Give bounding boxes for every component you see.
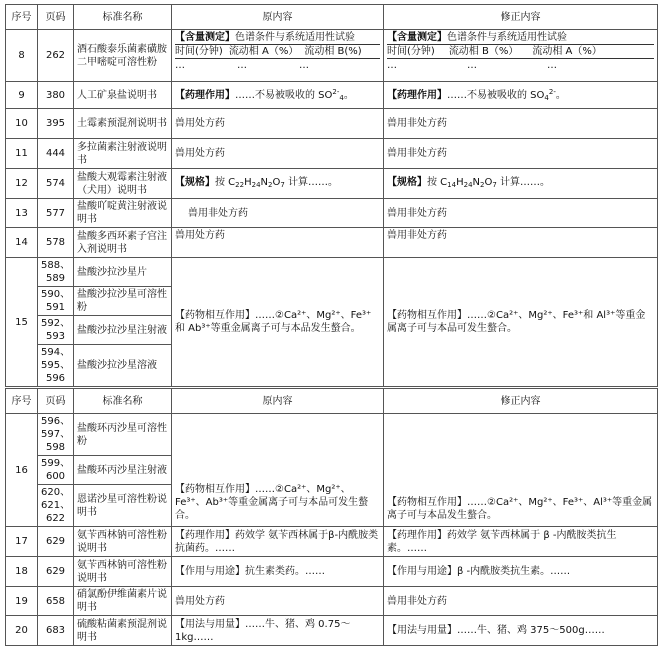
row-original: 兽用处方药 [172, 109, 384, 139]
text: 按 C [427, 176, 448, 188]
row-name: 盐酸沙拉沙星注射液 [74, 316, 172, 345]
row-corrected: 兽用非处方药 [384, 199, 658, 228]
row-original: 【用法与用量】……牛、猪、鸡 0.75～1kg…… [172, 616, 384, 646]
table-row [6, 82, 658, 109]
spec-head: 色谱条件与系统适用性试验 [235, 32, 355, 43]
row-corrected: 兽用非处方药 [384, 228, 658, 258]
row-name: 恩诺沙星可溶性粉说明书 [74, 485, 172, 527]
row-corrected: 兽用非处方药 [384, 139, 658, 169]
row-name: 酒石酸泰乐菌素磺胺二甲嘧啶可溶性粉 [74, 30, 172, 82]
text: 计算……。 [284, 176, 339, 188]
row-seq: 11 [6, 139, 38, 169]
spec-columns [387, 45, 654, 59]
text: 计算……。 [496, 176, 551, 188]
row-page: 599、600 [38, 456, 74, 485]
dots: … [299, 60, 309, 71]
col-time: 时间(分钟) [387, 46, 435, 57]
superscript: 2- [332, 87, 340, 96]
table-header-row [6, 389, 658, 414]
row-original: 兽用非处方药 [172, 199, 384, 228]
row-page: 444 [38, 139, 74, 169]
spec-tag: 【含量测定】 [175, 32, 235, 43]
spec-columns [175, 45, 380, 59]
row-seq: 20 [6, 616, 38, 646]
dots: … [547, 60, 557, 71]
row-page: 592、593 [38, 316, 74, 345]
table-row [6, 258, 658, 287]
row-name: 盐酸沙拉沙星可溶性粉 [74, 287, 172, 316]
row-name: 盐酸大观霉素注射液（犬用）说明书 [74, 169, 172, 199]
row-name: 人工矿泉盐说明书 [74, 82, 172, 109]
text: ……不易被吸收的 SO [235, 89, 333, 101]
subscript: 2 [480, 180, 485, 189]
row-name: 盐酸多西环素子宫注入剂说明书 [74, 228, 172, 258]
row-page: 395 [38, 109, 74, 139]
row-corrected [384, 169, 658, 199]
text: H [244, 176, 252, 188]
row-name: 盐酸沙拉沙星片 [74, 258, 172, 287]
row-original: 【药物相互作用】……②Ca²⁺、Mg²⁺、Fe³⁺和 Ab³⁺等重金属离子可与本品发生螯合。 [172, 258, 384, 387]
dots: … [237, 60, 247, 71]
text: 。 [555, 89, 566, 101]
row-seq: 14 [6, 228, 38, 258]
header-original: 原内容 [172, 389, 384, 414]
header-seq: 序号 [6, 389, 38, 414]
field-tag: 【药理作用】 [175, 89, 235, 101]
subscript: 7 [280, 180, 285, 189]
subscript: 14 [447, 180, 457, 189]
row-original [172, 82, 384, 109]
row-name: 盐酸环丙沙星可溶性粉 [74, 414, 172, 456]
field-tag: 【药理作用】 [387, 89, 447, 101]
header-corrected: 修正内容 [384, 5, 658, 30]
row-name: 硝氯酚伊维菌素片说明书 [74, 587, 172, 616]
text: O [484, 176, 493, 188]
subscript: 7 [492, 180, 497, 189]
header-page: 页码 [38, 5, 74, 30]
row-original: 兽用处方药 [172, 587, 384, 616]
text: 按 C [215, 176, 236, 188]
row-seq: 15 [6, 258, 38, 387]
row-name: 盐酸吖啶黄注射液说明书 [74, 199, 172, 228]
row-original: 兽用处方药 [172, 228, 384, 258]
row-page: 262 [38, 30, 74, 82]
row-corrected: 【药物相互作用】……②Ca²⁺、Mg²⁺、Fe³⁺、Al³⁺等重金属离子可与本品发生螯合。 [384, 414, 658, 527]
header-name: 标准名称 [74, 389, 172, 414]
col-phase-1: 流动相 B（%） [448, 46, 519, 57]
row-corrected [384, 30, 658, 82]
row-corrected: 【作用与用途】β -内酰胺类抗生素。…… [384, 557, 658, 587]
row-original: 【药理作用】药效学 氨苄西林属于β-内酰胺类抗菌药。…… [172, 527, 384, 557]
table-row [6, 527, 658, 557]
row-original: 【药物相互作用】……②Ca²⁺、Mg²⁺、Fe³⁺、Ab³⁺等重金属离子可与本品可发生螯合。 [172, 414, 384, 527]
row-corrected: 兽用非处方药 [384, 587, 658, 616]
subscript: 22 [235, 180, 245, 189]
spec-line [175, 31, 380, 45]
col-phase-1: 流动相 A（%） [228, 46, 299, 57]
table-row [6, 587, 658, 616]
row-page: 578 [38, 228, 74, 258]
row-seq: 10 [6, 109, 38, 139]
row-page: 594、595、596 [38, 345, 74, 387]
text: N [260, 176, 269, 188]
field-tag: 【规格】 [175, 176, 215, 188]
row-corrected: 【用法与用量】……牛、猪、鸡 375～500g…… [384, 616, 658, 646]
field-tag: 【规格】 [387, 176, 427, 188]
table-row [6, 199, 658, 228]
row-name: 多拉菌素注射液说明书 [74, 139, 172, 169]
row-seq: 13 [6, 199, 38, 228]
table-row [6, 228, 658, 258]
spec-dots [175, 59, 380, 72]
row-page: 683 [38, 616, 74, 646]
text: 。 [343, 89, 354, 101]
row-seq: 12 [6, 169, 38, 199]
row-seq: 9 [6, 82, 38, 109]
table-header-row [6, 5, 658, 30]
table-row [6, 139, 658, 169]
header-seq: 序号 [6, 5, 38, 30]
spec-tag: 【含量测定】 [387, 32, 447, 43]
subscript: 2 [268, 180, 273, 189]
header-page: 页码 [38, 389, 74, 414]
dots: … [467, 60, 477, 71]
col-phase-2: 流动相 A（%） [532, 46, 602, 57]
spec-head: 色谱条件与系统适用性试验 [447, 32, 567, 43]
header-name: 标准名称 [74, 5, 172, 30]
row-name: 土霉素预混剂说明书 [74, 109, 172, 139]
text: H [456, 176, 464, 188]
dots: … [175, 60, 185, 71]
row-page: 596、597、598 [38, 414, 74, 456]
table-row [6, 414, 658, 456]
row-page: 590、591 [38, 287, 74, 316]
row-name: 氨苄西林钠可溶性粉说明书 [74, 557, 172, 587]
superscript: 2- [548, 87, 556, 96]
row-seq: 19 [6, 587, 38, 616]
row-page: 577 [38, 199, 74, 228]
row-page: 629 [38, 557, 74, 587]
subscript: 24 [463, 180, 473, 189]
spec-dots [387, 59, 654, 72]
col-phase-2: 流动相 B(%) [304, 46, 362, 57]
table-row [6, 30, 658, 82]
table-row [6, 169, 658, 199]
row-corrected: 兽用非处方药 [384, 109, 658, 139]
subscript: 24 [251, 180, 261, 189]
row-original [172, 169, 384, 199]
errata-table-1 [5, 4, 658, 387]
header-corrected: 修正内容 [384, 389, 658, 414]
header-original: 原内容 [172, 5, 384, 30]
row-page: 620、621、622 [38, 485, 74, 527]
row-name: 盐酸环丙沙星注射液 [74, 456, 172, 485]
row-page: 574 [38, 169, 74, 199]
row-page: 629 [38, 527, 74, 557]
text: ……不易被吸收的 SO [447, 89, 545, 101]
spec-line [387, 31, 654, 45]
row-original: 【作用与用途】抗生素类药。…… [172, 557, 384, 587]
row-name: 硫酸粘菌素预混剂说明书 [74, 616, 172, 646]
dots: … [387, 60, 397, 71]
row-seq: 18 [6, 557, 38, 587]
table-row [6, 557, 658, 587]
subscript: 4 [339, 93, 344, 102]
text: O [272, 176, 281, 188]
row-corrected: 【药物相互作用】……②Ca²⁺、Mg²⁺、Fe³⁺和 Al³⁺等重金属离子可与本品可发生螯合。 [384, 258, 658, 387]
row-original [172, 30, 384, 82]
row-name: 盐酸沙拉沙星溶液 [74, 345, 172, 387]
errata-table-2 [5, 388, 658, 646]
row-seq: 17 [6, 527, 38, 557]
table-row [6, 109, 658, 139]
text: N [472, 176, 481, 188]
row-seq: 8 [6, 30, 38, 82]
col-time: 时间(分钟) [175, 46, 223, 57]
row-name: 氨苄西林钠可溶性粉说明书 [74, 527, 172, 557]
row-original: 兽用处方药 [172, 139, 384, 169]
table-row [6, 616, 658, 646]
subscript: 4 [544, 93, 549, 102]
row-corrected [384, 82, 658, 109]
row-page: 380 [38, 82, 74, 109]
row-page: 658 [38, 587, 74, 616]
row-page: 588、589 [38, 258, 74, 287]
row-corrected: 【药理作用】药效学 氨苄西林属于 β -内酰胺类抗生素。…… [384, 527, 658, 557]
row-seq: 16 [6, 414, 38, 527]
